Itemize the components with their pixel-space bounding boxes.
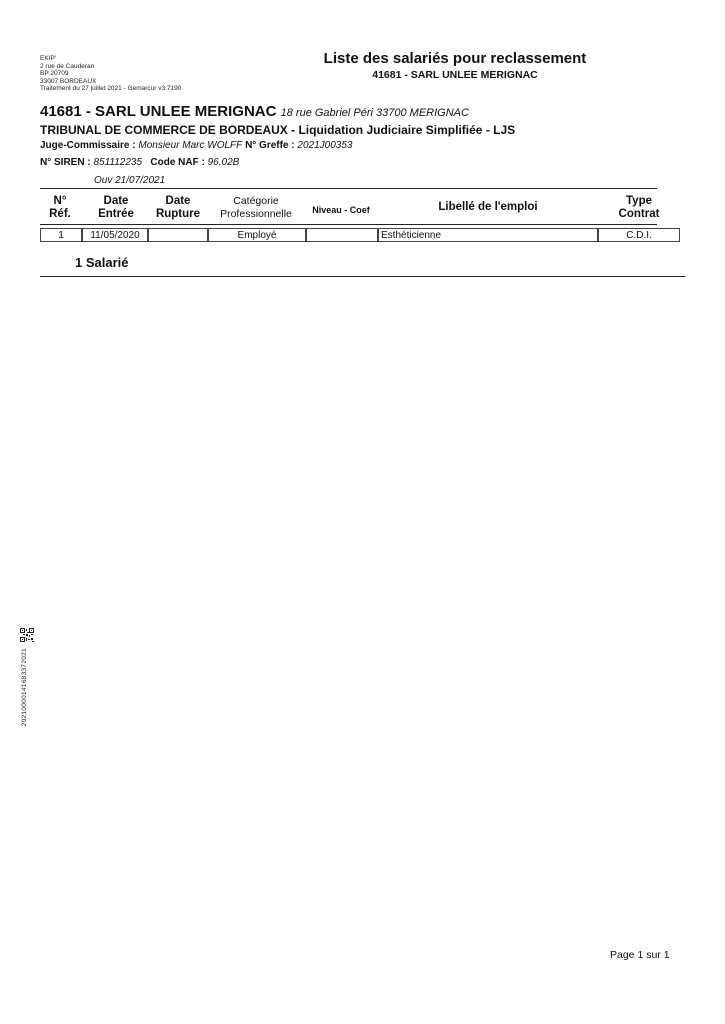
sender-street: 2 rue de Cauderan xyxy=(40,62,95,70)
sender-city: 33007 BORDEAUX xyxy=(40,77,97,85)
sender-name: EKIP' xyxy=(40,55,57,62)
naf-label: Code NAF : xyxy=(150,157,205,168)
col-header-entree xyxy=(84,195,148,221)
document-title: Liste des salariés pour reclassement xyxy=(323,50,587,67)
tribunal-line: TRIBUNAL DE COMMERCE DE BORDEAUX - Liquidation Judiciaire Simplifiée - LJS xyxy=(40,123,516,137)
opening-date: Ouv 21/07/2021 xyxy=(94,175,166,186)
cell-type: C.D.I. xyxy=(598,228,680,242)
juge-label: Juge-Commissaire : xyxy=(40,140,136,151)
col-header-niveau: Niveau - Coef xyxy=(312,205,370,215)
greffe-label: N° Greffe : xyxy=(245,140,295,151)
siren-line xyxy=(40,157,239,168)
header-bottom-rule xyxy=(40,224,657,225)
greffe-value: 2021J00353 xyxy=(297,140,353,151)
col-header-type-l1: Type xyxy=(626,195,652,207)
naf-value: 96.02B xyxy=(207,157,240,168)
summary-rule xyxy=(40,276,685,277)
col-header-entree-l1: Date xyxy=(103,195,129,207)
col-header-libelle: Libellé de l'emploi xyxy=(438,201,538,213)
col-header-rupture-l1: Date xyxy=(165,195,191,207)
col-header-categorie xyxy=(208,195,304,221)
cell-ref: 1 xyxy=(40,228,82,242)
cell-categorie: Employé xyxy=(208,228,306,242)
col-header-rupture xyxy=(150,195,206,221)
col-header-categorie-l2: Professionnelle xyxy=(220,208,292,220)
cell-entree: 11/05/2020 xyxy=(82,228,148,242)
document-barcode-number xyxy=(21,648,31,748)
cell-niveau xyxy=(306,228,378,242)
col-header-ref xyxy=(40,195,80,221)
document-subtitle: 41681 - SARL UNLEE MERIGNAC xyxy=(372,69,538,81)
page-number: Page 1 sur 1 xyxy=(610,949,670,961)
sender-processing-date: Traitement du 27 juillet 2021 - Gemarcur v3.7190 xyxy=(40,85,182,93)
col-header-entree-l2: Entrée xyxy=(98,208,134,220)
col-header-ref-l2: Réf. xyxy=(49,208,71,220)
sender-bp: BP 20709 xyxy=(40,70,69,78)
cell-libelle: Esthéticienne xyxy=(378,228,598,242)
juge-line xyxy=(40,140,352,151)
siren-value: 851112235 xyxy=(93,157,143,168)
col-header-ref-l1: N° xyxy=(53,195,67,207)
header-top-rule xyxy=(40,188,657,189)
document-title-block xyxy=(300,50,610,81)
col-header-categorie-l1: Catégorie xyxy=(233,195,279,207)
company-heading xyxy=(40,103,469,120)
company-name: 41681 - SARL UNLEE MERIGNAC xyxy=(40,103,277,120)
document-barcode-text: 20210000141683372021 xyxy=(21,648,28,727)
juge-value: Monsieur Marc WOLFF xyxy=(138,140,243,151)
siren-label: N° SIREN : xyxy=(40,157,91,168)
sender-address xyxy=(40,55,181,93)
qr-code-icon xyxy=(20,628,34,642)
col-header-type xyxy=(598,195,680,221)
employee-count: 1 Salarié xyxy=(75,255,129,270)
col-header-type-l2: Contrat xyxy=(618,208,660,220)
cell-rupture xyxy=(148,228,208,242)
company-address: 18 rue Gabriel Péri 33700 MERIGNAC xyxy=(280,107,469,119)
col-header-rupture-l2: Rupture xyxy=(155,208,201,220)
